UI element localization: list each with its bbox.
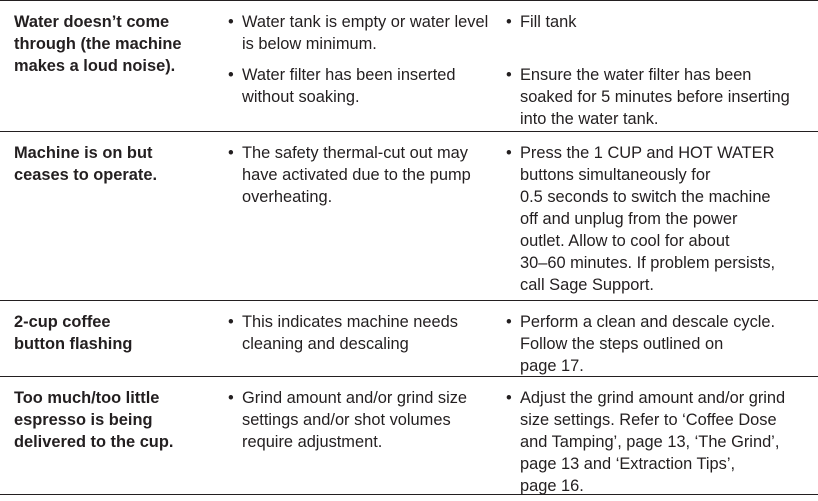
item-line: overheating. xyxy=(242,188,333,206)
problem-line: ceases to operate. xyxy=(14,166,158,184)
item-text xyxy=(520,11,576,33)
problem-line: button flashing xyxy=(14,335,133,353)
problem-cell xyxy=(14,1,224,77)
item-line: have activated due to the pump xyxy=(242,166,471,184)
bullet-icon: • xyxy=(506,144,512,162)
problem-cell xyxy=(14,301,224,355)
item-text xyxy=(520,387,785,497)
item-line: Fill tank xyxy=(520,13,577,31)
bullet-icon: • xyxy=(228,313,234,331)
item-line: require adjustment. xyxy=(242,433,383,451)
item-line: Grind amount and/or grind size xyxy=(242,389,468,407)
item-text xyxy=(242,11,488,55)
item-line: page 13 and ‘Extraction Tips’, xyxy=(520,455,736,473)
problem-line: through (the machine xyxy=(14,35,182,53)
item-line: Follow the steps outlined on xyxy=(520,335,724,353)
item-line: outlet. Allow to cool for about xyxy=(520,232,730,250)
item-line: Ensure the water filter has been xyxy=(520,66,752,84)
item-line: call Sage Support. xyxy=(520,276,654,294)
item-line: Adjust the grind amount and/or grind xyxy=(520,389,786,407)
item-line: settings and/or shot volumes xyxy=(242,411,451,429)
table-row xyxy=(0,0,818,131)
item-line: Perform a clean and descale cycle. xyxy=(520,313,776,331)
bullet-icon: • xyxy=(506,66,512,84)
item-text xyxy=(520,142,775,296)
problem-line: delivered to the cup. xyxy=(14,433,174,451)
problem-line: Water doesn’t come xyxy=(14,13,170,31)
bullet-icon: • xyxy=(228,144,234,162)
item-line: This indicates machine needs xyxy=(242,313,458,331)
bullet-icon: • xyxy=(228,389,234,407)
bullet-icon: • xyxy=(506,13,512,31)
item-line: without soaking. xyxy=(242,88,360,106)
item-line: 0.5 seconds to switch the machine xyxy=(520,188,771,206)
item-text xyxy=(520,311,775,377)
table-row xyxy=(0,300,818,376)
item-line: buttons simultaneously for xyxy=(520,166,711,184)
item-line: page 16. xyxy=(520,477,584,495)
item-line: Water filter has been inserted xyxy=(242,66,456,84)
problem-line: 2-cup coffee xyxy=(14,313,111,331)
problem-line: Too much/too little xyxy=(14,389,160,407)
item-line: Water tank is empty or water level xyxy=(242,13,489,31)
problem-line: Machine is on but xyxy=(14,144,153,162)
item-text xyxy=(242,64,456,108)
problem-line: makes a loud noise). xyxy=(14,57,176,75)
item-line: into the water tank. xyxy=(520,110,659,128)
bullet-icon: • xyxy=(506,389,512,407)
item-line: Press the 1 CUP and HOT WATER xyxy=(520,144,775,162)
item-line: page 17. xyxy=(520,357,584,375)
item-line: off and unplug from the power xyxy=(520,210,738,228)
item-line: 30–60 minutes. If problem persists, xyxy=(520,254,776,272)
bullet-icon: • xyxy=(228,66,234,84)
item-line: cleaning and descaling xyxy=(242,335,409,353)
item-line: and Tamping’, page 13, ‘The Grind’, xyxy=(520,433,780,451)
item-text xyxy=(242,311,458,355)
item-text xyxy=(242,142,471,208)
table-row xyxy=(0,131,818,300)
table-row xyxy=(0,376,818,495)
item-line: The safety thermal-cut out may xyxy=(242,144,468,162)
item-text xyxy=(520,64,790,130)
bullet-icon: • xyxy=(506,313,512,331)
item-line: is below minimum. xyxy=(242,35,377,53)
problem-cell xyxy=(14,132,224,186)
problem-cell xyxy=(14,377,224,453)
item-line: size settings. Refer to ‘Coffee Dose xyxy=(520,411,777,429)
item-line: soaked for 5 minutes before inserting xyxy=(520,88,790,106)
bullet-icon: • xyxy=(228,13,234,31)
problem-line: espresso is being xyxy=(14,411,153,429)
item-text xyxy=(242,387,467,453)
